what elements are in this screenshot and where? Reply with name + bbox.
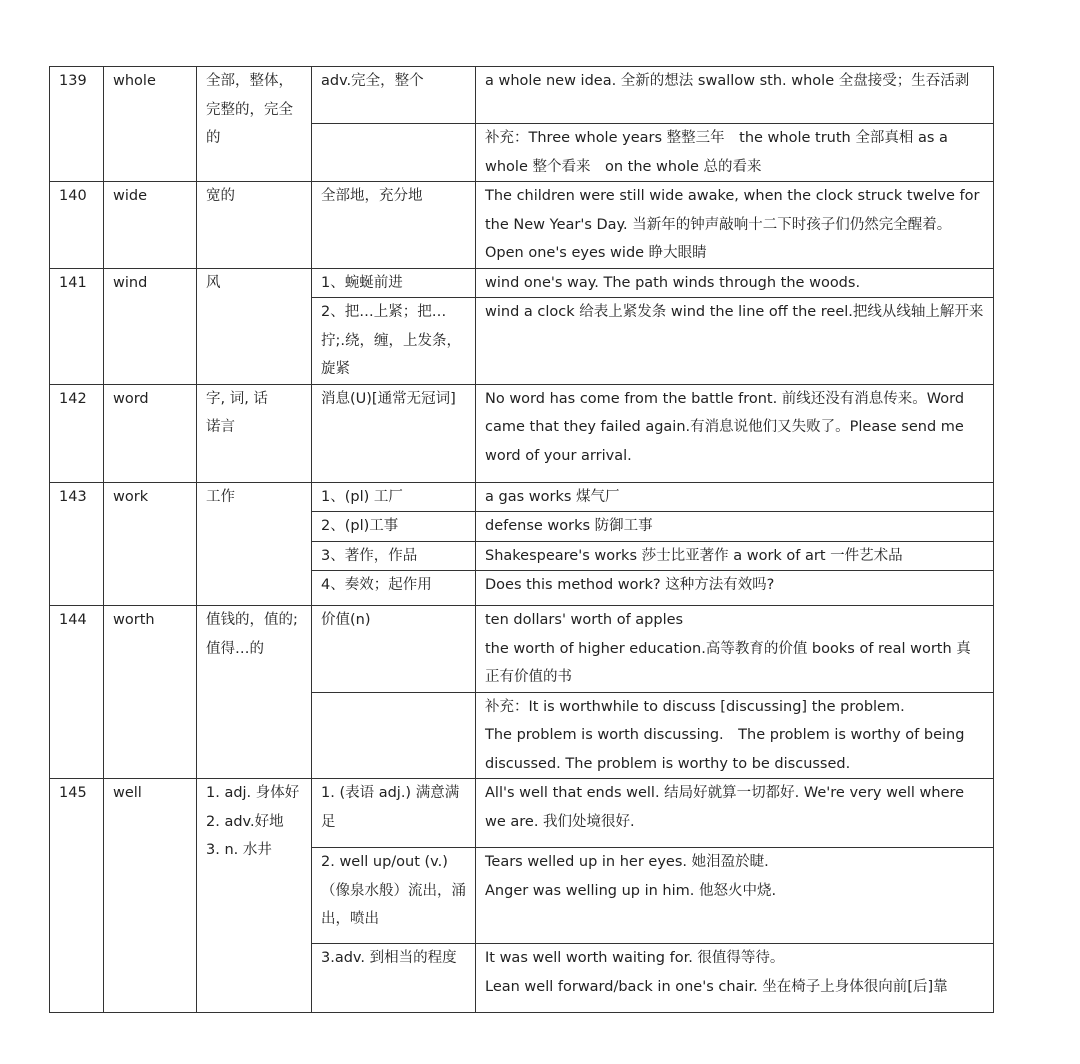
entry-word: worth xyxy=(104,606,197,779)
sense-label-line: 1、蜿蜒前进 xyxy=(321,274,403,291)
sense-label xyxy=(312,512,476,542)
entry-word: work xyxy=(104,482,197,606)
example-line: 补充：Three whole years 整整三年 the whole truth 全部真相 as a whole 整个看来 on the whole 总的看来 xyxy=(485,130,948,175)
sense-label xyxy=(312,67,476,124)
example-line: Does this method work? 这种方法有效吗? xyxy=(485,577,775,593)
sense-label xyxy=(312,571,476,606)
example-text xyxy=(476,571,994,606)
entry-meaning xyxy=(197,182,312,269)
sense-label-line: 全部地，充分地 xyxy=(321,188,423,204)
entry-number: 141 xyxy=(50,268,104,384)
example-line: a whole new idea. 全新的想法 swallow sth. whole 全盘接受；生吞活剥 xyxy=(485,73,970,89)
meaning-line: 值钱的，值的; 值得…的 xyxy=(206,612,298,657)
example-text xyxy=(476,67,994,124)
table-row xyxy=(50,268,994,298)
table-row xyxy=(50,606,994,693)
entry-word: wide xyxy=(104,182,197,269)
meaning-line: 风 xyxy=(206,274,221,291)
sense-label-line: 1. (表语 adj.) 满意满足 xyxy=(321,785,460,830)
example-text xyxy=(476,298,994,385)
sense-label-line: 2、(pl)工事 xyxy=(321,518,399,534)
meaning-line: 3. n. 水井 xyxy=(206,842,272,858)
sense-label xyxy=(312,779,476,848)
meaning-line: 宽的 xyxy=(206,188,235,204)
table-row xyxy=(50,779,994,848)
entry-meaning xyxy=(197,268,312,384)
example-line: All's well that ends well. 结局好就算一切都好. We're very well where we are. 我们处境很好. xyxy=(485,785,965,830)
entry-meaning xyxy=(197,67,312,182)
sense-label-line: 3.adv. 到相当的程度 xyxy=(321,950,457,966)
example-line: No word has come from the battle front. 前线还没有消息传来。Word came that they failed again.有消息说他们又失败了。Please send me word of your arrival. xyxy=(485,390,965,464)
entry-number: 139 xyxy=(50,67,104,182)
sense-label-line: 3、著作，作品 xyxy=(321,547,418,564)
meaning-line: 诺言 xyxy=(206,419,235,435)
entry-meaning xyxy=(197,606,312,779)
example-line: Tears welled up in her eyes. 她泪盈於睫. xyxy=(485,854,769,870)
example-text xyxy=(476,124,994,182)
meaning-line: 2. adv.好地 xyxy=(206,813,284,830)
sense-label-line: 1、(pl) 工厂 xyxy=(321,488,403,505)
sense-label xyxy=(312,384,476,482)
entry-number: 144 xyxy=(50,606,104,779)
sense-label-line: 2. well up/out (v.)（像泉水般）流出，涌出，喷出 xyxy=(321,854,466,927)
example-text xyxy=(476,692,994,779)
example-line: It was well worth waiting for. 很值得等待。 xyxy=(485,950,785,966)
entry-word: wind xyxy=(104,268,197,384)
example-line: wind a clock 给表上紧发条 wind the line off the reel.把线从线轴上解开来 xyxy=(485,304,984,320)
sense-label-line: adv.完全，整个 xyxy=(321,73,424,89)
entry-meaning xyxy=(197,384,312,482)
meaning-line: 全部，整体，完整的，完全的 xyxy=(206,73,293,146)
example-line: the worth of higher education.高等教育的价值 books of real worth 真正有价值的书 xyxy=(485,640,971,685)
example-text xyxy=(476,944,994,1013)
sense-label xyxy=(312,268,476,298)
table-row xyxy=(50,67,994,124)
example-text xyxy=(476,482,994,512)
sense-label xyxy=(312,298,476,385)
vocabulary-table xyxy=(49,66,994,1013)
example-text xyxy=(476,268,994,298)
table-row xyxy=(50,182,994,269)
example-text xyxy=(476,182,994,269)
sense-label-line: 2、把…上紧；把…拧;.绕，缠，上发条，旋紧 xyxy=(321,304,461,377)
example-text xyxy=(476,606,994,693)
example-line: 补充：It is worthwhile to discuss [discussing] the problem. xyxy=(485,698,905,715)
table-row xyxy=(50,482,994,512)
sense-label xyxy=(312,606,476,693)
sense-label xyxy=(312,692,476,779)
example-line: a gas works 煤气厂 xyxy=(485,488,620,505)
example-text xyxy=(476,848,994,944)
example-line: Lean well forward/back in one's chair. 坐在椅子上身体很向前[后]靠 xyxy=(485,978,948,995)
entry-number: 143 xyxy=(50,482,104,606)
example-text xyxy=(476,779,994,848)
example-text xyxy=(476,384,994,482)
entry-number: 140 xyxy=(50,182,104,269)
sense-label xyxy=(312,944,476,1013)
entry-number: 142 xyxy=(50,384,104,482)
entry-meaning xyxy=(197,779,312,1013)
example-line: The children were still wide awake, when the clock struck twelve for the New Year's Day. 当新年的钟声敲响十二下时孩子们仍然完全醒着。Open one's eyes wide 睁大眼睛 xyxy=(485,188,980,261)
meaning-line: 工作 xyxy=(206,488,235,505)
entry-word: whole xyxy=(104,67,197,182)
entry-word: well xyxy=(104,779,197,1013)
example-line: defense works 防御工事 xyxy=(485,518,653,534)
entry-number: 145 xyxy=(50,779,104,1013)
sense-label-line: 价值(n) xyxy=(321,612,371,628)
sense-label-line: 4、奏效；起作用 xyxy=(321,577,432,593)
example-line: wind one's way. The path winds through the woods. xyxy=(485,274,861,291)
sense-label xyxy=(312,848,476,944)
meaning-line: 1. adj. 身体好 xyxy=(206,785,300,801)
table-row xyxy=(50,384,994,482)
sense-label xyxy=(312,541,476,571)
entry-meaning xyxy=(197,482,312,606)
sense-label xyxy=(312,182,476,269)
sense-label xyxy=(312,482,476,512)
example-line: ten dollars' worth of apples xyxy=(485,612,684,628)
example-line: The problem is worth discussing. The problem is worthy of being discussed. The problem is worthy to be discussed. xyxy=(485,727,965,772)
entry-word: word xyxy=(104,384,197,482)
sense-label xyxy=(312,124,476,182)
example-text xyxy=(476,512,994,542)
meaning-line: 字, 词, 话 xyxy=(206,390,268,407)
example-line: Shakespeare's works 莎士比亚著作 a work of art 一件艺术品 xyxy=(485,547,903,564)
vocabulary-table-body xyxy=(50,67,994,1013)
example-text xyxy=(476,541,994,571)
example-line: Anger was welling up in him. 他怒火中烧. xyxy=(485,882,777,899)
sense-label-line: 消息(U)[通常无冠词] xyxy=(321,390,456,407)
